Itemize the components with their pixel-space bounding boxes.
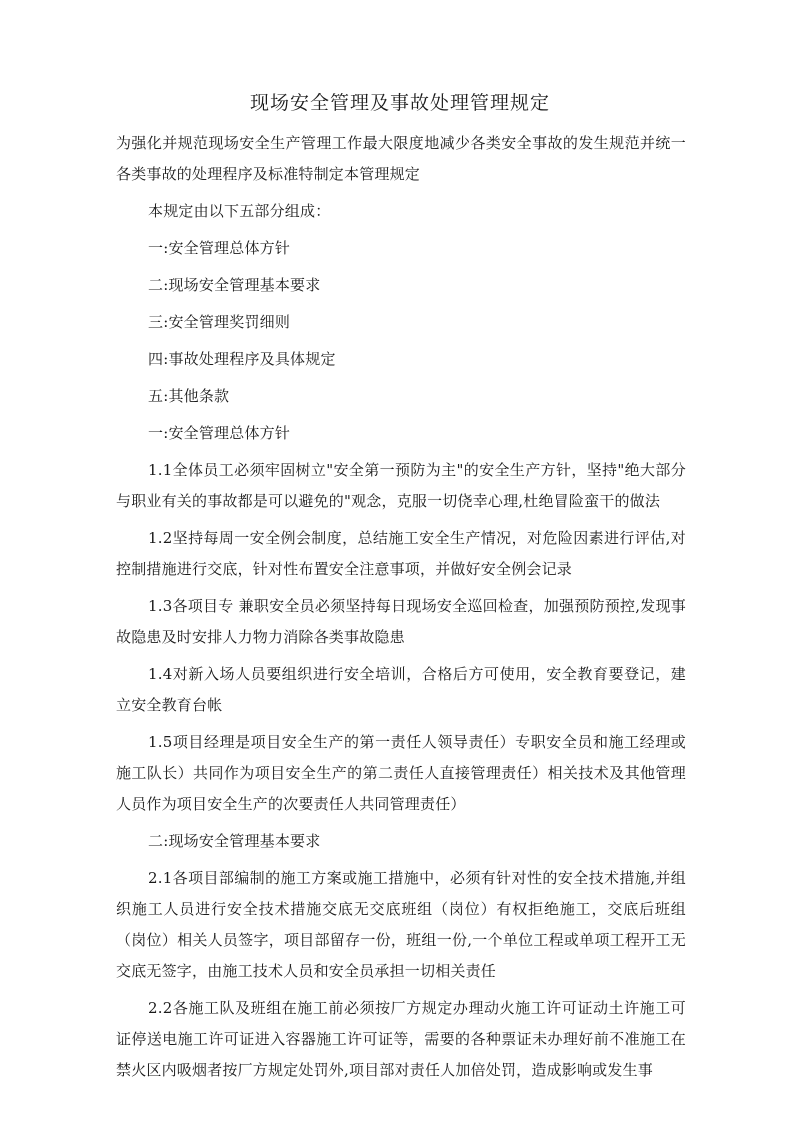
document-body [116,128,686,1092]
clause-1-1: 1.1全体员工必须牢固树立"安全第一预防为主"的安全生产方针，坚持"绝大部分与职业有关的事故都是可以避免的"观念，克服一切侥幸心理,杜绝冒险蛮干的做法 [116,461,686,510]
section-heading-2: 二:现场安全管理基本要求 [148,832,321,850]
clause-2-1: 2.1各项目部编制的施工方案或施工措施中，必须有针对性的安全技术措施,并组织施工人员进行安全技术措施交底无交底班组（岗位）有权拒绝施工，交底后班组（岗位）相关人员签字，项目部留存一份，班组一份,一个单位工程或单项工程开工无交底无签字，由施工技术人员和安全员承担一切相关责任 [116,869,686,980]
clause-1-3: 1.3各项目专 兼职安全员必须坚持每日现场安全巡回检查，加强预防预控,发现事故隐患及时安排人力物力消除各类事故隐患 [116,597,686,646]
intro-paragraph: 为强化并规范现场安全生产管理工作最大限度地减少各类安全事故的发生规范并统一各类事故的处理程序及标准特制定本管理规定 [116,134,686,183]
clause-1-4: 1.4对新入场人员要组织进行安全培训，合格后方可使用，安全教育要登记，建立安全教育台帐 [116,665,686,714]
composition-intro: 本规定由以下五部分组成： [148,202,331,220]
outline-item-5: 五:其他条款 [148,387,230,405]
outline-item-1: 一:安全管理总体方针 [148,239,291,257]
outline-item-2: 二:现场安全管理基本要求 [148,276,321,294]
outline-item-4: 四:事故处理程序及具体规定 [148,350,336,368]
clause-2-2: 2.2各施工队及班组在施工前必须按厂方规定办理动火施工许可证动土许施工可证停送电施工许可证进入容器施工许可证等，需要的各种票证未办理好前不准施工在禁火区内吸烟者按厂方规定处罚外,项目部对责任人加倍处罚，造成影响或发生事 [116,999,686,1079]
clause-1-5: 1.5项目经理是项目安全生产的第一责任人领导责任）专职安全员和施工经理或施工队长）共同作为项目安全生产的第二责任人直接管理责任）相关技术及其他管理人员作为项目安全生产的次要责任人共同管理责任） [116,733,686,813]
clause-1-2: 1.2坚持每周一安全例会制度，总结施工安全生产情况，对危险因素进行评估,对控制措施进行交底，针对性布置安全注意事项，并做好安全例会记录 [116,529,686,578]
document-title: 现场安全管理及事故处理管理规定 [249,92,550,114]
section-heading-1: 一:安全管理总体方针 [148,424,291,442]
outline-item-3: 三:安全管理奖罚细则 [148,313,291,331]
